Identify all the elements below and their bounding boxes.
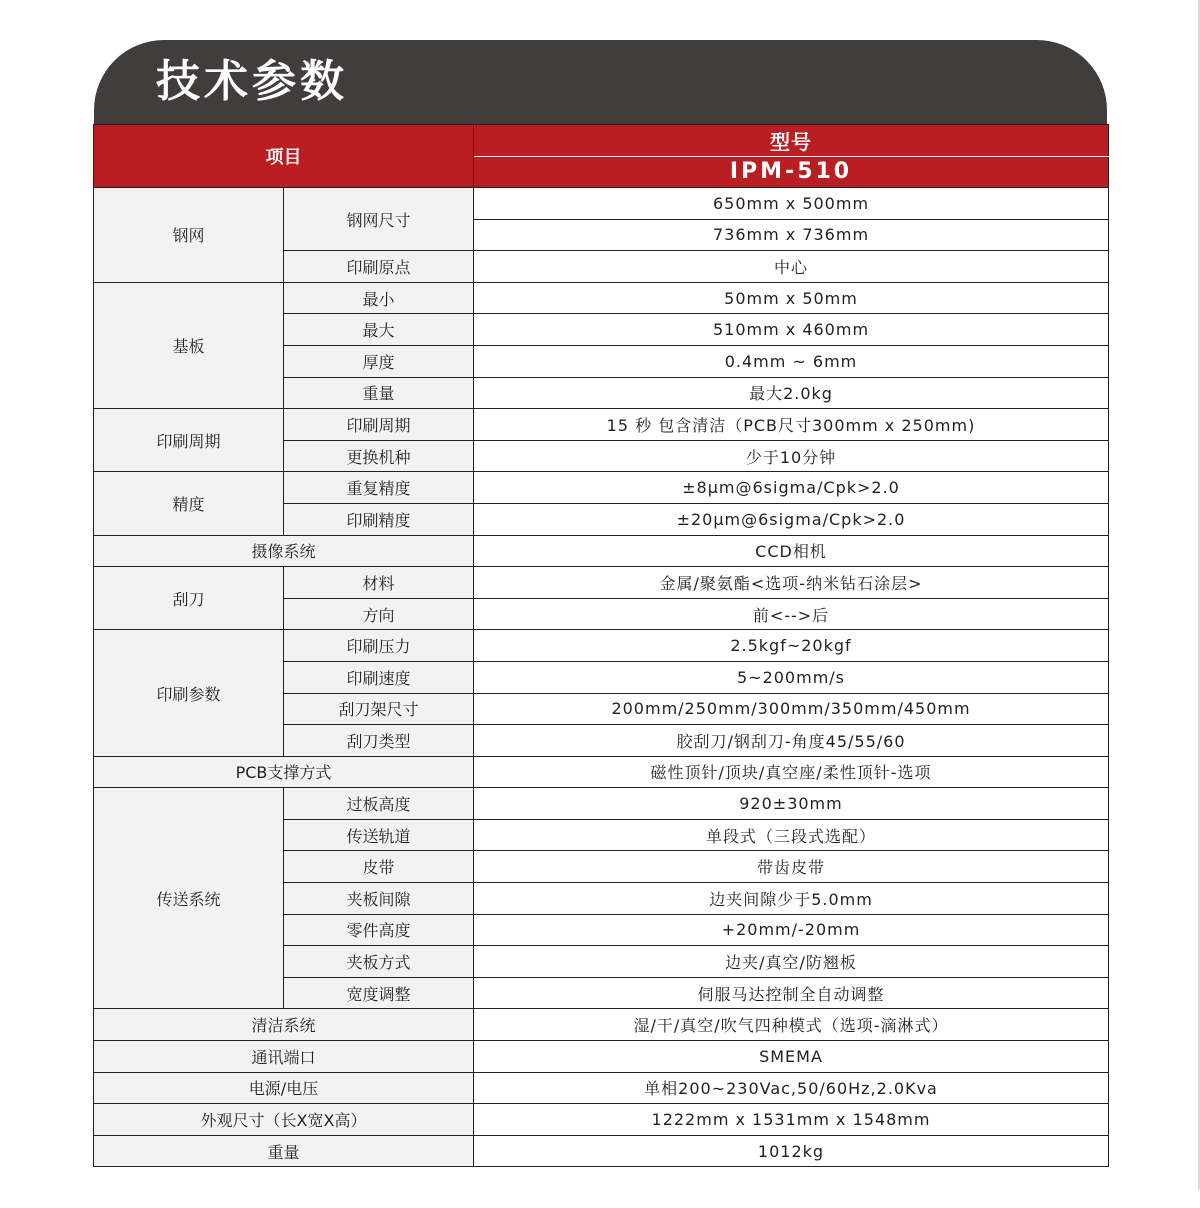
value-dimensions: 1222mm x 1531mm x 1548mm <box>474 1104 1109 1136</box>
value-stencil-size-2: 736mm x 736mm <box>474 219 1109 251</box>
table-row <box>94 1041 1109 1073</box>
group-cycle: 印刷周期 <box>94 409 284 472</box>
value-squeegee-direction: 前<-->后 <box>474 598 1109 630</box>
label-pcb-support: PCB支撑方式 <box>94 756 474 788</box>
value-width-adjust: 伺服马达控制全自动调整 <box>474 977 1109 1009</box>
value-camera: CCD相机 <box>474 535 1109 567</box>
value-substrate-max: 510mm x 460mm <box>474 314 1109 346</box>
value-substrate-min: 50mm x 50mm <box>474 282 1109 314</box>
table-row <box>94 1135 1109 1167</box>
label-changeover: 更换机种 <box>284 440 474 472</box>
label-repeat-accuracy: 重复精度 <box>284 472 474 504</box>
label-print-accuracy: 印刷精度 <box>284 503 474 535</box>
value-changeover: 少于10分钟 <box>474 440 1109 472</box>
group-conveyor: 传送系统 <box>94 788 284 1009</box>
value-print-speed: 5~200mm/s <box>474 661 1109 693</box>
table-row <box>94 188 1109 220</box>
label-squeegee-type: 刮刀类型 <box>284 725 474 757</box>
header-model-number: IPM-510 <box>474 156 1109 188</box>
label-weight: 重量 <box>94 1135 474 1167</box>
value-repeat-accuracy: ±8μm@6sigma/Cpk>2.0 <box>474 472 1109 504</box>
value-power: 单相200~230Vac,50/60Hz,2.0Kva <box>474 1072 1109 1104</box>
page-title: 技术参数 <box>156 56 348 107</box>
value-clamp-gap: 边夹间隙少于5.0mm <box>474 883 1109 915</box>
label-substrate-min: 最小 <box>284 282 474 314</box>
label-print-pressure: 印刷压力 <box>284 630 474 662</box>
label-comm-port: 通讯端口 <box>94 1041 474 1073</box>
group-squeegee: 刮刀 <box>94 567 284 630</box>
value-substrate-thickness: 0.4mm ~ 6mm <box>474 345 1109 377</box>
value-weight: 1012kg <box>474 1135 1109 1167</box>
table-row <box>94 567 1109 599</box>
label-conveyor-height: 过板高度 <box>284 788 474 820</box>
value-part-height: +20mm/-20mm <box>474 914 1109 946</box>
table-row <box>94 535 1109 567</box>
table-row <box>94 788 1109 820</box>
label-part-height: 零件高度 <box>284 914 474 946</box>
group-stencil: 钢网 <box>94 188 284 283</box>
value-print-accuracy: ±20μm@6sigma/Cpk>2.0 <box>474 503 1109 535</box>
header-model-label: 型号 <box>474 125 1109 157</box>
label-clamp-gap: 夹板间隙 <box>284 883 474 915</box>
label-substrate-thickness: 厚度 <box>284 345 474 377</box>
table-row <box>94 1104 1109 1136</box>
group-substrate: 基板 <box>94 282 284 408</box>
value-conveyor-belt: 带齿皮带 <box>474 851 1109 883</box>
header-item: 项目 <box>94 125 474 188</box>
value-stencil-size-1: 650mm x 500mm <box>474 188 1109 220</box>
value-substrate-weight: 最大2.0kg <box>474 377 1109 409</box>
value-print-origin: 中心 <box>474 251 1109 283</box>
label-cleaning: 清洁系统 <box>94 1009 474 1041</box>
value-comm-port: SMEMA <box>474 1041 1109 1073</box>
label-substrate-weight: 重量 <box>284 377 474 409</box>
table-row <box>94 409 1109 441</box>
table-row <box>94 282 1109 314</box>
label-holder-size: 刮刀架尺寸 <box>284 693 474 725</box>
label-squeegee-direction: 方向 <box>284 598 474 630</box>
label-width-adjust: 宽度调整 <box>284 977 474 1009</box>
label-conveyor-belt: 皮带 <box>284 851 474 883</box>
table-row <box>94 472 1109 504</box>
value-conveyor-rail: 单段式（三段式选配） <box>474 819 1109 851</box>
label-clamp-method: 夹板方式 <box>284 946 474 978</box>
table-row <box>94 1009 1109 1041</box>
title-banner <box>94 40 1107 124</box>
spec-table <box>93 124 1109 1167</box>
table-row <box>94 1072 1109 1104</box>
label-dimensions: 外观尺寸（长X宽X高） <box>94 1104 474 1136</box>
label-power: 电源/电压 <box>94 1072 474 1104</box>
group-print-params: 印刷参数 <box>94 630 284 756</box>
value-clamp-method: 边夹/真空/防翘板 <box>474 946 1109 978</box>
label-squeegee-material: 材料 <box>284 567 474 599</box>
value-holder-size: 200mm/250mm/300mm/350mm/450mm <box>474 693 1109 725</box>
value-cycle: 15 秒 包含清洁（PCB尺寸300mm x 250mm) <box>474 409 1109 441</box>
value-print-pressure: 2.5kgf~20kgf <box>474 630 1109 662</box>
value-cleaning: 湿/干/真空/吹气四种模式（选项-滴淋式） <box>474 1009 1109 1041</box>
group-accuracy: 精度 <box>94 472 284 535</box>
label-substrate-max: 最大 <box>284 314 474 346</box>
table-row <box>94 756 1109 788</box>
label-cycle: 印刷周期 <box>284 409 474 441</box>
value-pcb-support: 磁性顶针/顶块/真空座/柔性顶针-选项 <box>474 756 1109 788</box>
label-print-origin: 印刷原点 <box>284 251 474 283</box>
label-conveyor-rail: 传送轨道 <box>284 819 474 851</box>
value-squeegee-type: 胶刮刀/钢刮刀-角度45/55/60 <box>474 725 1109 757</box>
label-print-speed: 印刷速度 <box>284 661 474 693</box>
table-row <box>94 630 1109 662</box>
label-stencil-size: 钢网尺寸 <box>284 188 474 251</box>
label-camera: 摄像系统 <box>94 535 474 567</box>
value-squeegee-material: 金属/聚氨酯<选项-纳米钻石涂层> <box>474 567 1109 599</box>
value-conveyor-height: 920±30mm <box>474 788 1109 820</box>
